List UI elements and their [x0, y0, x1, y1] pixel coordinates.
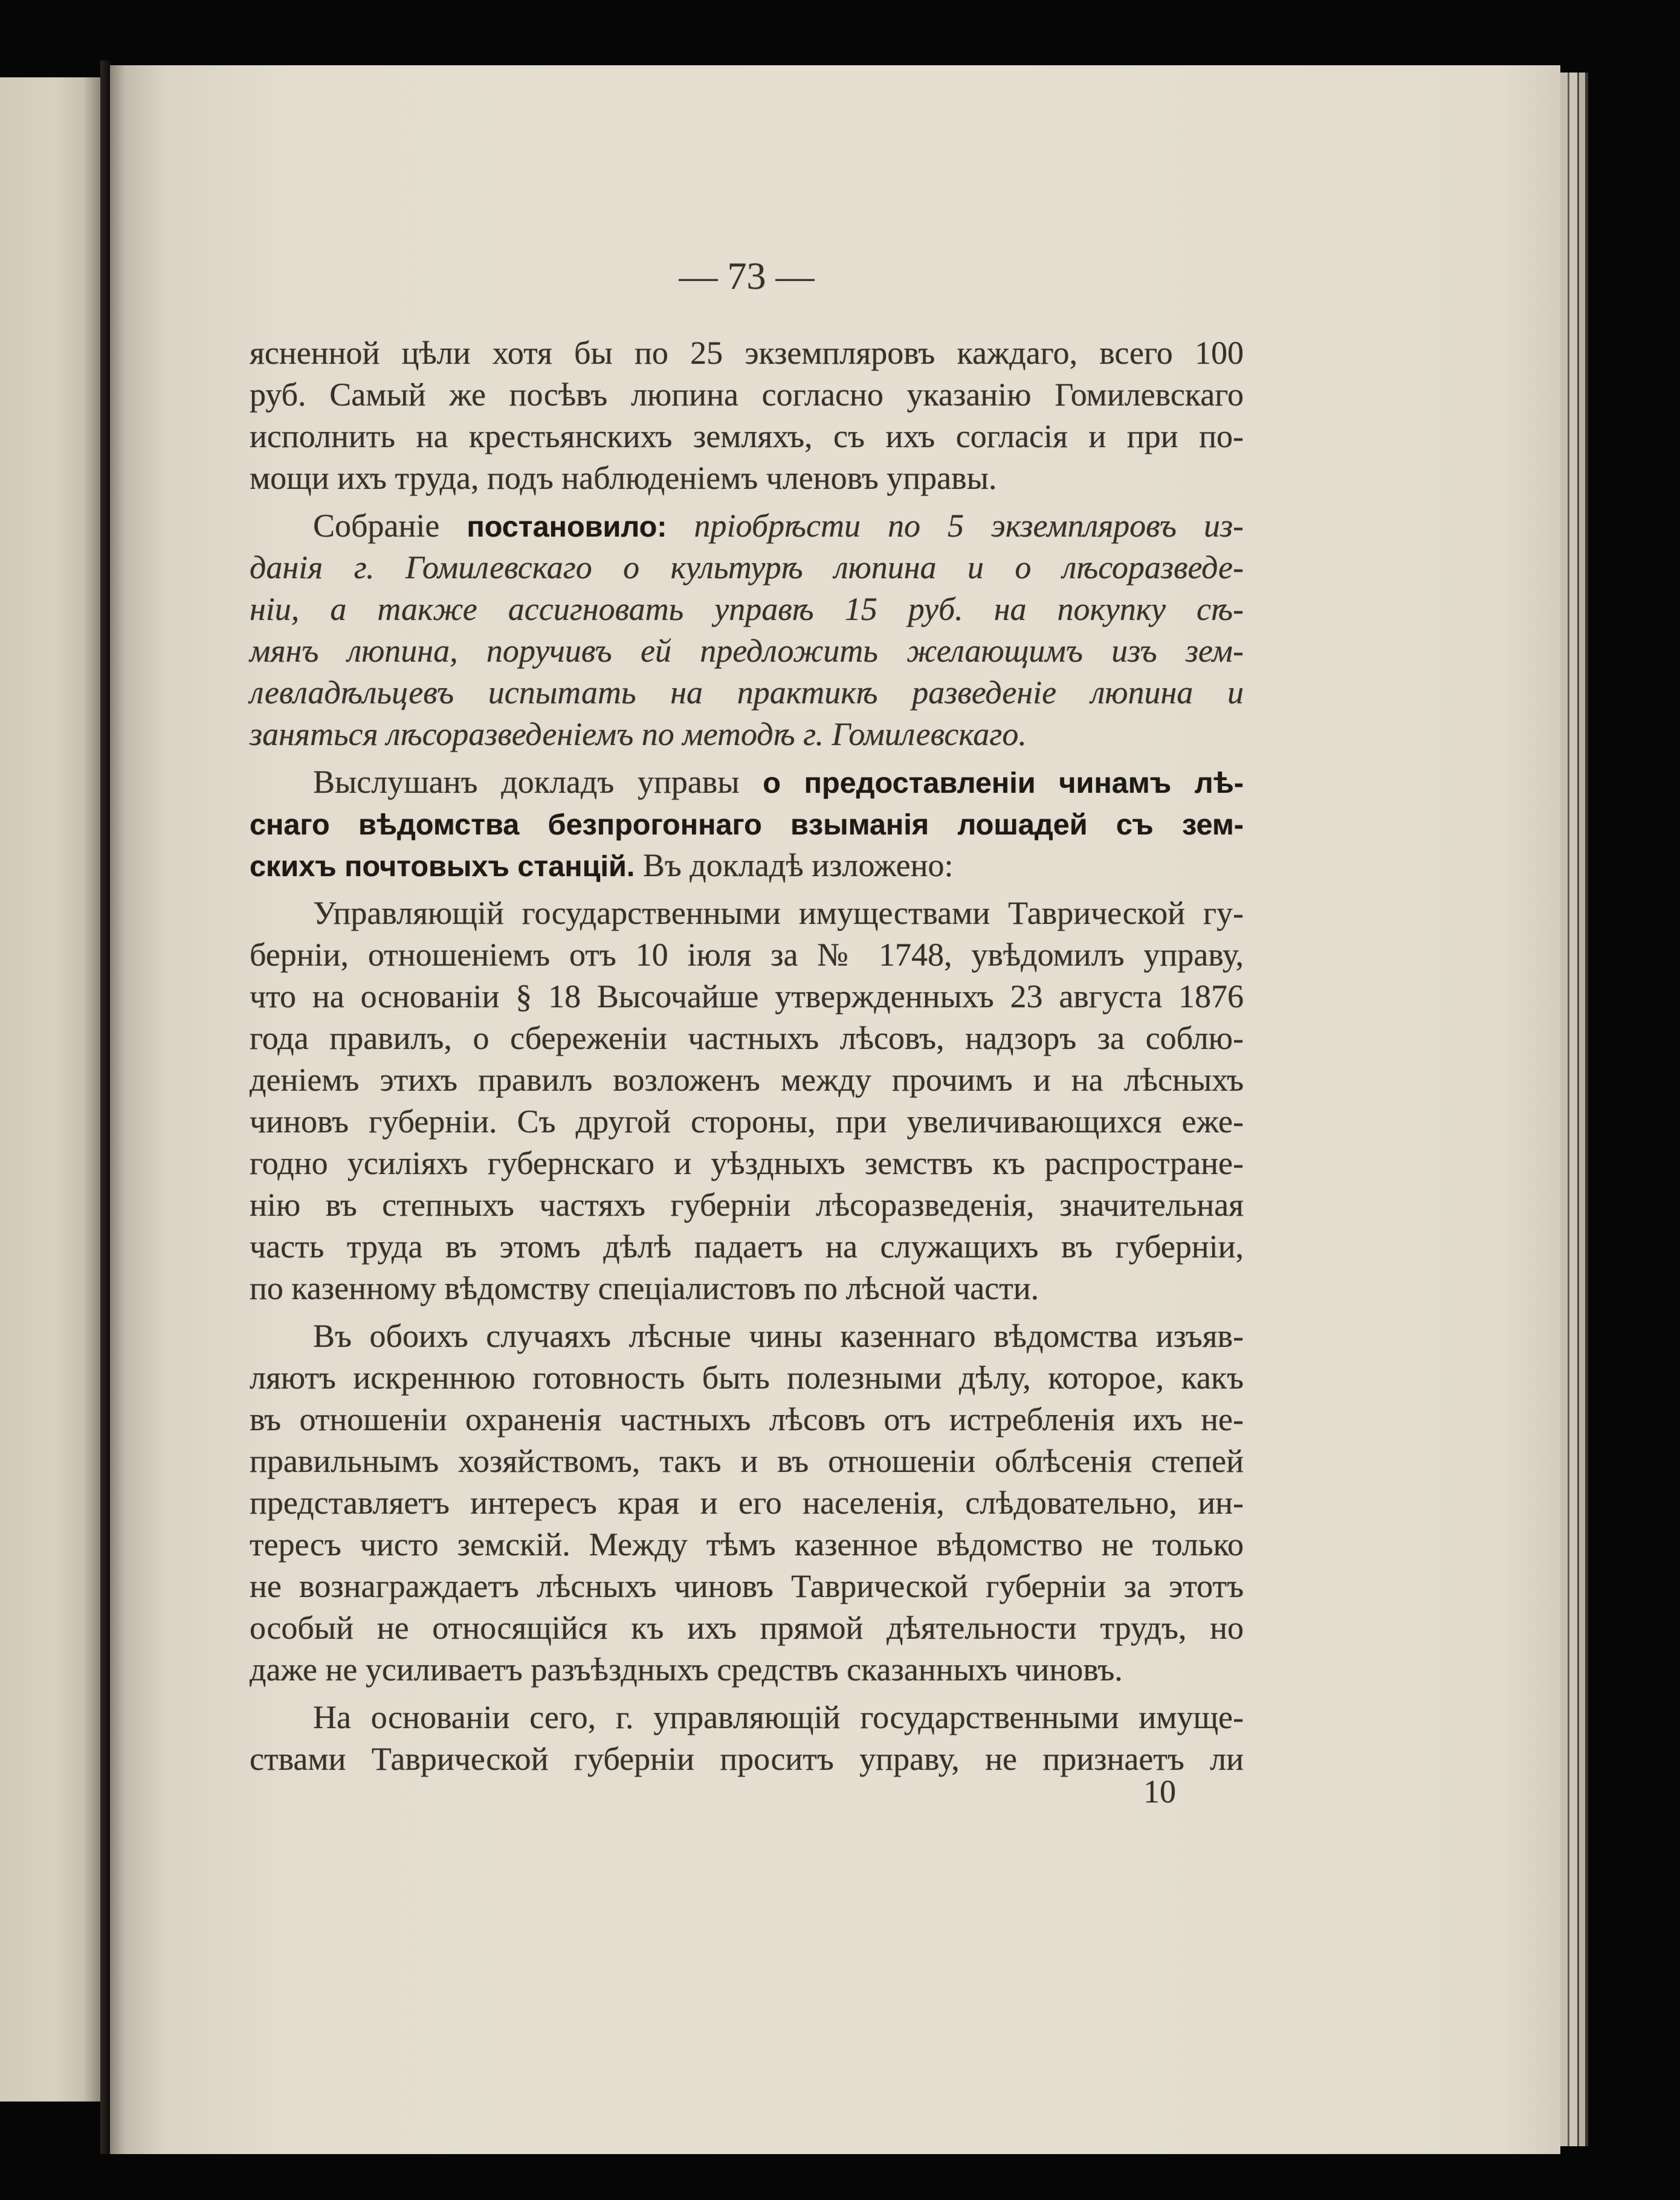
text-segment: правильнымъ хозяйствомъ, такъ и въ отношеніи облѣсенія степей — [250, 1443, 1244, 1479]
text-segment: чиновъ губерніи. Съ другой стороны, при увеличивающихся еже- — [250, 1103, 1244, 1140]
text-line — [250, 672, 1244, 714]
italic-resolution: мянъ люпина, поручивъ ей предложить желающимъ изъ зем- — [250, 633, 1244, 669]
text-line — [250, 505, 1244, 547]
text-segment: представляетъ интересъ края и его населенія, слѣдовательно, ин- — [250, 1485, 1244, 1521]
text-line — [250, 1649, 1244, 1691]
bold-phrase: скихъ почтовыхъ станцій. — [250, 850, 635, 883]
text-line — [250, 976, 1244, 1018]
text-segment: годно усиліяхъ губернскаго и уѣздныхъ земствъ къ распростране- — [250, 1145, 1244, 1181]
italic-resolution: пріобрѣсти по 5 экземпляровъ из- — [694, 508, 1244, 544]
paragraph — [250, 892, 1244, 1309]
text-segment: Выслушанъ докладъ управы — [313, 764, 740, 800]
text-segment: исполнить на крестьянскихъ земляхъ, съ ихъ согласія и при по- — [250, 418, 1244, 454]
text-line — [250, 1184, 1244, 1226]
text-line — [250, 1607, 1244, 1649]
text-line — [250, 1226, 1244, 1268]
bold-phrase: снаго вѣдомства безпрогоннаго взыманія лошадей съ зем- — [250, 808, 1244, 841]
text-line — [250, 1440, 1244, 1482]
text-segment: Въ обоихъ случаяхъ лѣсные чины казеннаго вѣдомства изъяв- — [313, 1318, 1244, 1354]
text-line — [250, 1566, 1244, 1607]
paragraph — [250, 761, 1244, 886]
text-line — [250, 416, 1244, 457]
text-segment: тересъ чисто земскій. Между тѣмъ казенное вѣдомство не только — [250, 1526, 1244, 1563]
bold-phrase: о предоставленіи чинамъ лѣ- — [763, 767, 1244, 799]
text-line — [250, 1399, 1244, 1440]
text-line — [250, 934, 1244, 976]
text-segment: въ отношеніи охраненія частныхъ лѣсовъ отъ истребленія ихъ не- — [250, 1401, 1244, 1437]
text-line — [250, 1524, 1244, 1566]
text-segment: года правилъ, о сбереженіи частныхъ лѣсовъ, надзоръ за соблю- — [250, 1020, 1244, 1056]
text-line — [250, 714, 1244, 755]
text-line — [250, 1018, 1244, 1059]
signature-mark: 10 — [1143, 1773, 1176, 1810]
text-line — [250, 589, 1244, 630]
body-text — [250, 332, 1244, 1780]
text-line — [250, 803, 1244, 845]
text-segment: руб. Самый же посѣвъ люпина согласно указанію Гомилевскаго — [250, 376, 1244, 413]
italic-resolution: данія г. Гомилевскаго о культурѣ люпина и о лѣсоразведе- — [250, 549, 1244, 585]
text-line — [250, 1101, 1244, 1143]
paragraph — [250, 332, 1244, 499]
page-number: — 73 — — [679, 254, 815, 297]
text-line — [250, 1059, 1244, 1101]
text-line — [250, 374, 1244, 416]
text-segment: не вознаграждаетъ лѣсныхъ чиновъ Таврической губерніи за этотъ — [250, 1568, 1244, 1604]
text-segment: Собраніе — [313, 508, 440, 544]
text-line — [250, 1315, 1244, 1357]
stacked-page-edges — [1560, 73, 1588, 2146]
text-line — [250, 1482, 1244, 1524]
text-line — [250, 1143, 1244, 1184]
text-segment: ляютъ искреннюю готовность быть полезными дѣлу, которое, какъ — [250, 1360, 1244, 1396]
text-segment: ствами Таврической губерніи проситъ управу, не признаетъ ли — [250, 1741, 1244, 1777]
text-line — [250, 892, 1244, 934]
text-line — [250, 1268, 1244, 1309]
left-page-edge — [0, 77, 102, 2102]
text-segment: Управляющій государственными имуществами Таврической гу- — [313, 895, 1244, 931]
text-line — [250, 457, 1244, 499]
text-line — [250, 630, 1244, 672]
text-segment: даже не усиливаетъ разъѣздныхъ средствъ сказанныхъ чиновъ. — [250, 1651, 1123, 1688]
text-line — [250, 845, 1244, 886]
text-segment: деніемъ этихъ правилъ возложенъ между прочимъ и на лѣсныхъ — [250, 1062, 1244, 1098]
text-segment: ясненной цѣли хотя бы по 25 экземпляровъ каждаго, всего 100 — [250, 335, 1244, 371]
text-line — [250, 547, 1244, 589]
text-segment: Въ докладѣ изложено: — [642, 847, 954, 883]
text-segment: что на основаніи § 18 Высочайше утвержденныхъ 23 августа 1876 — [250, 978, 1244, 1015]
paragraph — [250, 1315, 1244, 1691]
text-segment: мощи ихъ труда, подъ наблюденіемъ членовъ управы. — [250, 460, 997, 496]
italic-resolution: левладѣльцевъ испытать на практикѣ разведеніе люпина и — [250, 674, 1244, 711]
text-segment: берніи, отношеніемъ отъ 10 іюля за № 1748, увѣдомилъ управу, — [250, 937, 1244, 973]
text-segment: часть труда въ этомъ дѣлѣ падаетъ на служащихъ въ губерніи, — [250, 1228, 1244, 1265]
text-segment: по казенному вѣдомству спеціалистовъ по лѣсной части. — [250, 1270, 1039, 1306]
bold-phrase: постановило: — [467, 511, 667, 543]
text-line — [250, 1697, 1244, 1738]
italic-resolution: ніи, а также ассигновать управѣ 15 руб. на покупку сѣ- — [250, 591, 1244, 627]
text-segment: особый не относящійся къ ихъ прямой дѣятельности трудъ, но — [250, 1610, 1244, 1646]
text-line — [250, 332, 1244, 374]
text-segment: На основаніи сего, г. управляющій государственными имуще- — [313, 1699, 1244, 1735]
paragraph-resolution — [250, 505, 1244, 755]
text-segment: нію въ степныхъ частяхъ губерніи лѣсоразведенія, значительная — [250, 1187, 1244, 1223]
paragraph — [250, 1697, 1244, 1780]
text-line — [250, 1357, 1244, 1399]
text-line — [250, 1738, 1244, 1780]
text-line — [250, 761, 1244, 803]
italic-resolution: заняться лѣсоразведеніемъ по методѣ г. Гомилевскаго. — [250, 716, 1027, 752]
